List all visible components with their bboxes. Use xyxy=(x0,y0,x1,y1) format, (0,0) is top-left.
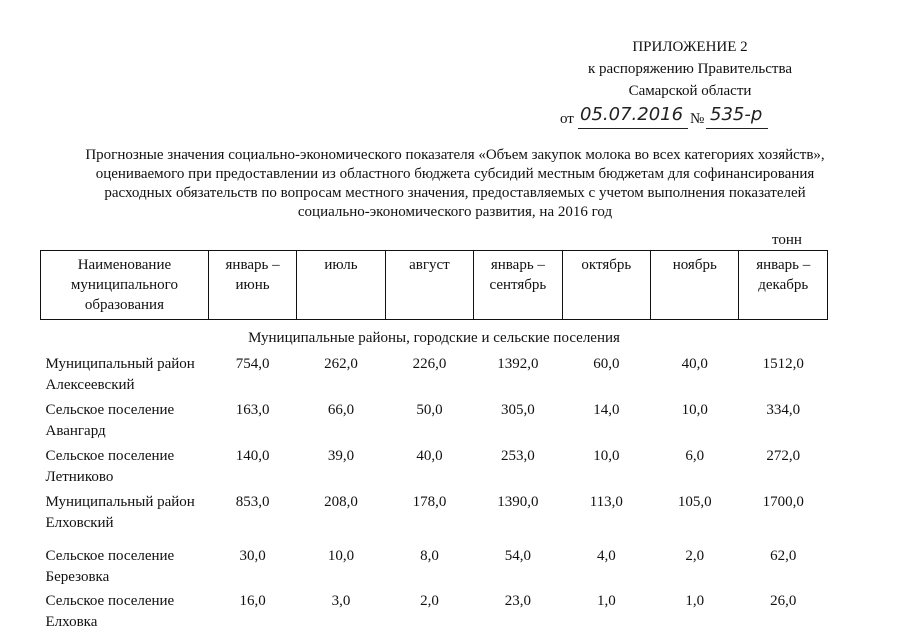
handwritten-number: 535-р xyxy=(710,104,763,125)
value-july: 3,0 xyxy=(331,593,351,609)
header-jan-dec: январь – декабрь xyxy=(739,251,828,320)
value-november: 10,0 xyxy=(681,402,708,418)
value-october: 14,0 xyxy=(593,402,620,418)
value-jan-sep: 1390,0 xyxy=(497,494,539,510)
date-prefix: от xyxy=(560,111,574,127)
value-august: 178,0 xyxy=(412,494,447,510)
section-row xyxy=(41,320,828,355)
value-november: 40,0 xyxy=(681,356,708,372)
value-jan-dec: 272,0 xyxy=(766,448,801,464)
value-october: 10,0 xyxy=(593,448,620,464)
table-row xyxy=(41,546,828,591)
title-line-4: социально-экономического развития, на 2016 год xyxy=(297,204,613,220)
municipality-name: Муниципальный район Алексеевский xyxy=(45,356,195,393)
header-jan-jun: январь – июнь xyxy=(208,251,296,320)
value-october: 4,0 xyxy=(596,548,616,564)
value-july: 39,0 xyxy=(327,448,355,464)
value-jan-jun: 16,0 xyxy=(239,593,266,609)
value-jan-sep: 54,0 xyxy=(504,548,531,564)
municipality-name: Сельское поселение Летниково xyxy=(45,448,175,485)
value-august: 2,0 xyxy=(420,593,439,609)
header-jan-sep: январь – сентябрь xyxy=(474,251,562,320)
section-title: Муниципальные районы, городские и сельские поселения xyxy=(248,330,620,346)
value-jan-jun: 163,0 xyxy=(235,402,270,418)
value-october: 113,0 xyxy=(589,494,623,510)
header-august: август xyxy=(385,251,473,320)
number-underline xyxy=(706,128,768,129)
table-row xyxy=(41,591,828,636)
header-october: октябрь xyxy=(562,251,650,320)
title-line-2: оцениваемого при предоставлении из областного бюджета субсидий местным бюджетам для софинансирования xyxy=(95,166,815,182)
table-row xyxy=(41,398,828,444)
value-jan-sep: 253,0 xyxy=(501,448,535,464)
value-july: 208,0 xyxy=(324,494,358,510)
table-row xyxy=(41,354,828,398)
value-jan-jun: 754,0 xyxy=(235,356,270,372)
header-municipality: Наименование муниципального образования xyxy=(41,251,209,320)
header-november: ноябрь xyxy=(651,251,739,320)
value-july: 66,0 xyxy=(327,402,355,418)
title-line-1: Прогнозные значения социально-экономического показателя «Объем закупок молока во всех категориях хозяйств», xyxy=(85,147,825,163)
value-november: 2,0 xyxy=(685,548,705,564)
document-title xyxy=(40,146,870,222)
table-row xyxy=(41,444,828,490)
date-underline xyxy=(578,128,688,129)
value-jan-dec: 26,0 xyxy=(770,593,797,609)
value-jan-jun: 140,0 xyxy=(235,448,270,464)
appendix-authority: Самарской области xyxy=(628,83,752,99)
appendix-heading: ПРИЛОЖЕНИЕ 2 xyxy=(632,39,748,55)
table-header-row xyxy=(41,251,828,320)
value-october: 60,0 xyxy=(593,356,620,372)
municipality-name: Сельское поселение Елховка xyxy=(45,593,175,630)
order-date-number-line xyxy=(540,104,840,132)
value-jan-dec: 62,0 xyxy=(770,548,797,564)
value-jan-dec: 1700,0 xyxy=(762,494,804,510)
header-july: июль xyxy=(297,251,385,320)
municipality-name: Сельское поселение Авангард xyxy=(45,402,175,439)
value-august: 40,0 xyxy=(416,448,443,464)
value-jan-dec: 334,0 xyxy=(766,402,801,418)
value-july: 262,0 xyxy=(324,356,358,372)
municipality-name: Сельское поселение Березовка xyxy=(45,548,175,585)
value-august: 8,0 xyxy=(420,548,439,564)
value-november: 1,0 xyxy=(685,593,705,609)
table-row xyxy=(41,490,828,546)
value-jan-dec: 1512,0 xyxy=(762,356,804,372)
value-november: 6,0 xyxy=(685,448,705,464)
milk-purchase-table xyxy=(40,250,828,636)
value-jan-sep: 1392,0 xyxy=(497,356,539,372)
value-august: 50,0 xyxy=(416,402,443,418)
value-jan-sep: 23,0 xyxy=(504,593,531,609)
value-jan-sep: 305,0 xyxy=(501,402,535,418)
handwritten-date: 05.07.2016 xyxy=(580,104,684,125)
value-november: 105,0 xyxy=(677,494,712,510)
value-july: 10,0 xyxy=(327,548,355,564)
appendix-reference: к распоряжению Правительства xyxy=(587,61,792,77)
value-october: 1,0 xyxy=(596,593,616,609)
value-jan-jun: 30,0 xyxy=(239,548,266,564)
value-august: 226,0 xyxy=(412,356,447,372)
municipality-name: Муниципальный район Елховский xyxy=(45,494,195,531)
value-jan-jun: 853,0 xyxy=(235,494,270,510)
unit-label: тонн xyxy=(772,232,802,248)
appendix-block xyxy=(540,36,840,132)
title-line-3: расходных обязательств по вопросам местного значения, предоставляемых с учетом выполнения показателей xyxy=(104,185,806,201)
number-prefix: № xyxy=(690,111,705,127)
